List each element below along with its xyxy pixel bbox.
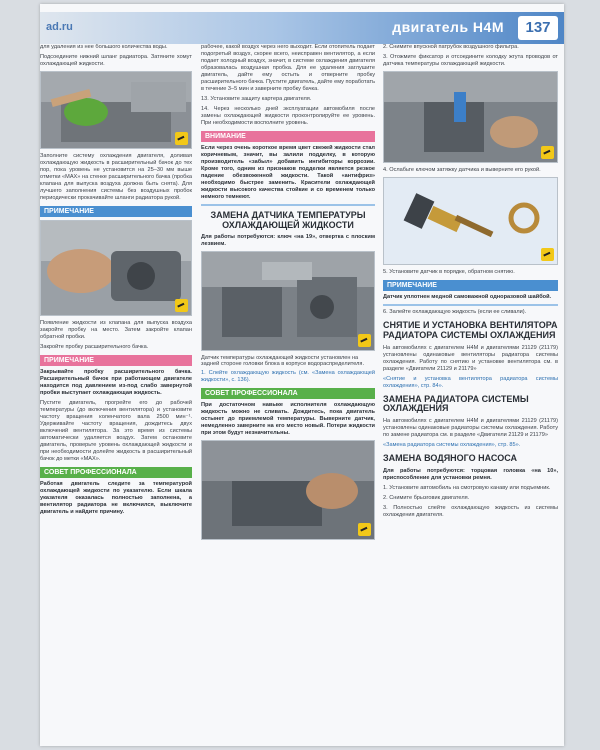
divider bbox=[383, 304, 558, 306]
paragraph: На автомобилях с двигателем H4M и двигателями 21129 (21179) установлены одинаковые радиаторы системы охлаждения. Работу по замене радиатора см. в разделе «Двигатели 21129 и 21179» bbox=[383, 418, 558, 439]
photo-sensor-location bbox=[201, 251, 375, 351]
divider bbox=[201, 204, 375, 206]
paragraph: Работая двигатель следите за температурой охлаждающей жидкости по указателю. Если шкала указателя оказалась полностью заполнена, а вентилятор радиатора не включился, выключите двигатель и найдите причину. bbox=[40, 480, 192, 515]
paragraph: 3. Отожмите фиксатор и отсоедините колодку жгута проводов от датчика температуры охлаждающей жидкости. bbox=[383, 53, 558, 67]
paragraph: 2. Снимите брызговик двигателя. bbox=[383, 495, 470, 502]
section-heading: СНЯТИЕ И УСТАНОВКА ВЕНТИЛЯТОРА РАДИАТОРА СИСТЕМЫ ОХЛАЖДЕНИЯ bbox=[383, 319, 558, 340]
page-number: 137 bbox=[518, 16, 558, 40]
paragraph: Пустите двигатель, прогрейте его до рабочей температуры (до включения вентилятора) и установите частоту вращения коленчатого вала 2500 мин⁻¹. Удерживайте частоту вращения, дождитесь двух включений вентилятора. За это время из системы автоматически удаляется воздух. Затем остановите двигатель, проверьте уровень охлаждающей жидкости и при необходимости долейте жидкость в расширительный бачок до метки «MAX». bbox=[40, 399, 192, 462]
photo-image bbox=[384, 72, 558, 163]
paragraph: Закройте пробку расширительного бачка. bbox=[40, 343, 149, 350]
paragraph: Для работы потребуются: торцовая головка «на 10», приспособление для установки ремня. bbox=[383, 468, 558, 482]
paragraph: 6. Залейте охлаждающую жидкость (если ее сливали). bbox=[383, 308, 527, 315]
section-title: двигатель H4M bbox=[392, 19, 504, 35]
tool-marker-icon bbox=[541, 146, 554, 159]
paragraph: рабочее, какой воздух через него выходит. Если отопитель подает подогретый воздух, скорее всего, неисправен вентилятор, а если подает холодный воздух, значит, в системе охлаждения двигателя образовалась воздушная пробка. Для ее удаления заглушите двигатель, дайте ему остыть и отверните пробку расширительного бачка. Пустите двигатель, дайте ему поработать в течение 3–5 мин и заверните пробку бачка. bbox=[201, 44, 375, 92]
paragraph: Появление жидкости из клапана для выпуска воздуха закройте пробку на место. Затем закройте клапан обратной пробки. bbox=[40, 319, 192, 340]
paragraph: 13. Установите защиту картера двигателя. bbox=[201, 95, 312, 102]
paragraph: Для работы потребуются: ключ «на 19», отвертка с плоским лезвием. bbox=[201, 234, 375, 248]
paragraph: Если через очень короткое время цвет свежей жидкости стал коричневым, значит, вы залили подделку, в которую производитель «забыл» добавить ингибиторы коррозии. Кроме того, одним из признаков подделки является резкое падение обезвоженной жидкости. Такой «антифриз» необходимо быстрее заменить. Красители охлаждающей жидкости высокого качества стойкие и со временем только немного темнеют. bbox=[201, 144, 375, 200]
paragraph: 14. Через несколько дней эксплуатации автомобиля после замены охлаждающей жидкости проконтролируйте ее уровень. При необходимости восполните уровень. bbox=[201, 105, 375, 126]
photo-image bbox=[41, 221, 192, 316]
paragraph: При достаточном навыке исполнителя охлаждающую жидкость можно не сливать. Дождитесь, пока двигатель остынет до приемлемой температуры. Выверните датчик, немедленно заверните на его место новый. Потери жидкости при этом будут незначительны. bbox=[201, 402, 375, 437]
paragraph: 1. Установите автомобиль на смотровую канаву или подъемник. bbox=[383, 485, 551, 492]
photo-radiator-fill bbox=[40, 71, 192, 149]
book-page bbox=[40, 4, 564, 746]
section-heading: ЗАМЕНА ДАТЧИКА ТЕМПЕРАТУРЫ ОХЛАЖДАЮЩЕЙ ЖИДКОСТИ bbox=[210, 209, 366, 230]
cross-reference-link[interactable]: «Снятие и установка вентилятора радиатора системы охлаждения», стр. 84». bbox=[383, 375, 558, 389]
paragraph: Закрывайте пробку расширительного бачка. Расширительный бачок при работающем двигателе находится под давлением из-под слабо завернутой пробки выступает охлаждающая жидкость. bbox=[40, 368, 192, 396]
photo-sensor-part bbox=[383, 177, 558, 265]
column-right bbox=[383, 44, 558, 746]
tool-marker-icon bbox=[175, 299, 188, 312]
tip-tag: СОВЕТ ПРОФЕССИОНАЛА bbox=[201, 388, 375, 399]
warning-tag: ВНИМАНИЕ bbox=[201, 131, 375, 142]
column-left bbox=[40, 44, 192, 746]
photo-caption: Датчик температуры охлаждающей жидкости установлен на задней стороне головки блока в корпусе водораспределителя. bbox=[201, 355, 365, 368]
page-header bbox=[40, 12, 564, 44]
tool-marker-icon bbox=[358, 523, 371, 536]
photo-image bbox=[41, 72, 192, 149]
paragraph: Датчик уплотнен медной самоважной одноразовой шайбой. bbox=[383, 293, 552, 300]
photo-image bbox=[202, 441, 375, 540]
paragraph: 4. Ослабьте ключом затяжку датчика и выверните его рукой. bbox=[383, 166, 541, 173]
site-mark: ad.ru bbox=[46, 21, 73, 33]
tool-marker-icon bbox=[541, 248, 554, 261]
paragraph: На автомобилях с двигателем H4M и двигателями 21129 (21179) установлены одинаковые вентиляторы радиатора системы охлаждения. Работу по снятию и установке вентилятора см. в разделе «Двигатели 21129 и 21179» bbox=[383, 344, 558, 372]
paragraph: Подсоедините нижний шланг радиатора. Затяните хомут охлаждающей жидкости. bbox=[40, 53, 192, 67]
photo-image bbox=[202, 252, 375, 351]
section-heading: ЗАМЕНА РАДИАТОРА СИСТЕМЫ ОХЛАЖДЕНИЯ bbox=[383, 393, 529, 414]
cross-reference-link[interactable]: «Замена радиатора системы охлаждения», стр. 85». bbox=[383, 442, 521, 449]
note-tag: ПРИМЕЧАНИЕ bbox=[40, 355, 192, 366]
tip-tag: СОВЕТ ПРОФЕССИОНАЛА bbox=[40, 467, 192, 478]
paragraph: 1. Слейте охлаждающую жидкость (см. «Замена охлаждающей жидкости», с. 136). bbox=[201, 370, 375, 384]
paragraph: 3. Полностью слейте охлаждающую жидкость из системы охлаждения двигателя. bbox=[383, 505, 558, 519]
paragraph: для удаления из нее большого количества воды. bbox=[40, 44, 168, 50]
photo-bleed-valve bbox=[40, 220, 192, 316]
paragraph: 2. Снимите впускной патрубок воздушного фильтра. bbox=[383, 44, 519, 50]
note-tag: ПРИМЕЧАНИЕ bbox=[383, 280, 558, 291]
column-middle bbox=[201, 44, 375, 746]
tool-marker-icon bbox=[175, 132, 188, 145]
photo-sensor-connector bbox=[383, 71, 558, 163]
paragraph: Заполните систему охлаждения двигателя, доливая охлаждающую жидкость в расширительный бачок до тех пор, пока уровень не установится на 25–30 мм выше отметки «MAX» на стенке расширительного бачка (пробка клапана для выпуска воздуха должна быть снята). Для лучшего заполнения системы без воздушных пробок периодически прокачивайте шланги радиатора рукой. bbox=[40, 152, 192, 201]
photo-image bbox=[384, 178, 558, 265]
section-heading: ЗАМЕНА ВОДЯНОГО НАСОСА bbox=[383, 453, 517, 464]
note-tag: ПРИМЕЧАНИЕ bbox=[40, 206, 192, 217]
paragraph: 5. Установите датчик в порядке, обратном снятию. bbox=[383, 268, 515, 275]
tool-marker-icon bbox=[358, 334, 371, 347]
photo-sensor-removal bbox=[201, 440, 375, 540]
